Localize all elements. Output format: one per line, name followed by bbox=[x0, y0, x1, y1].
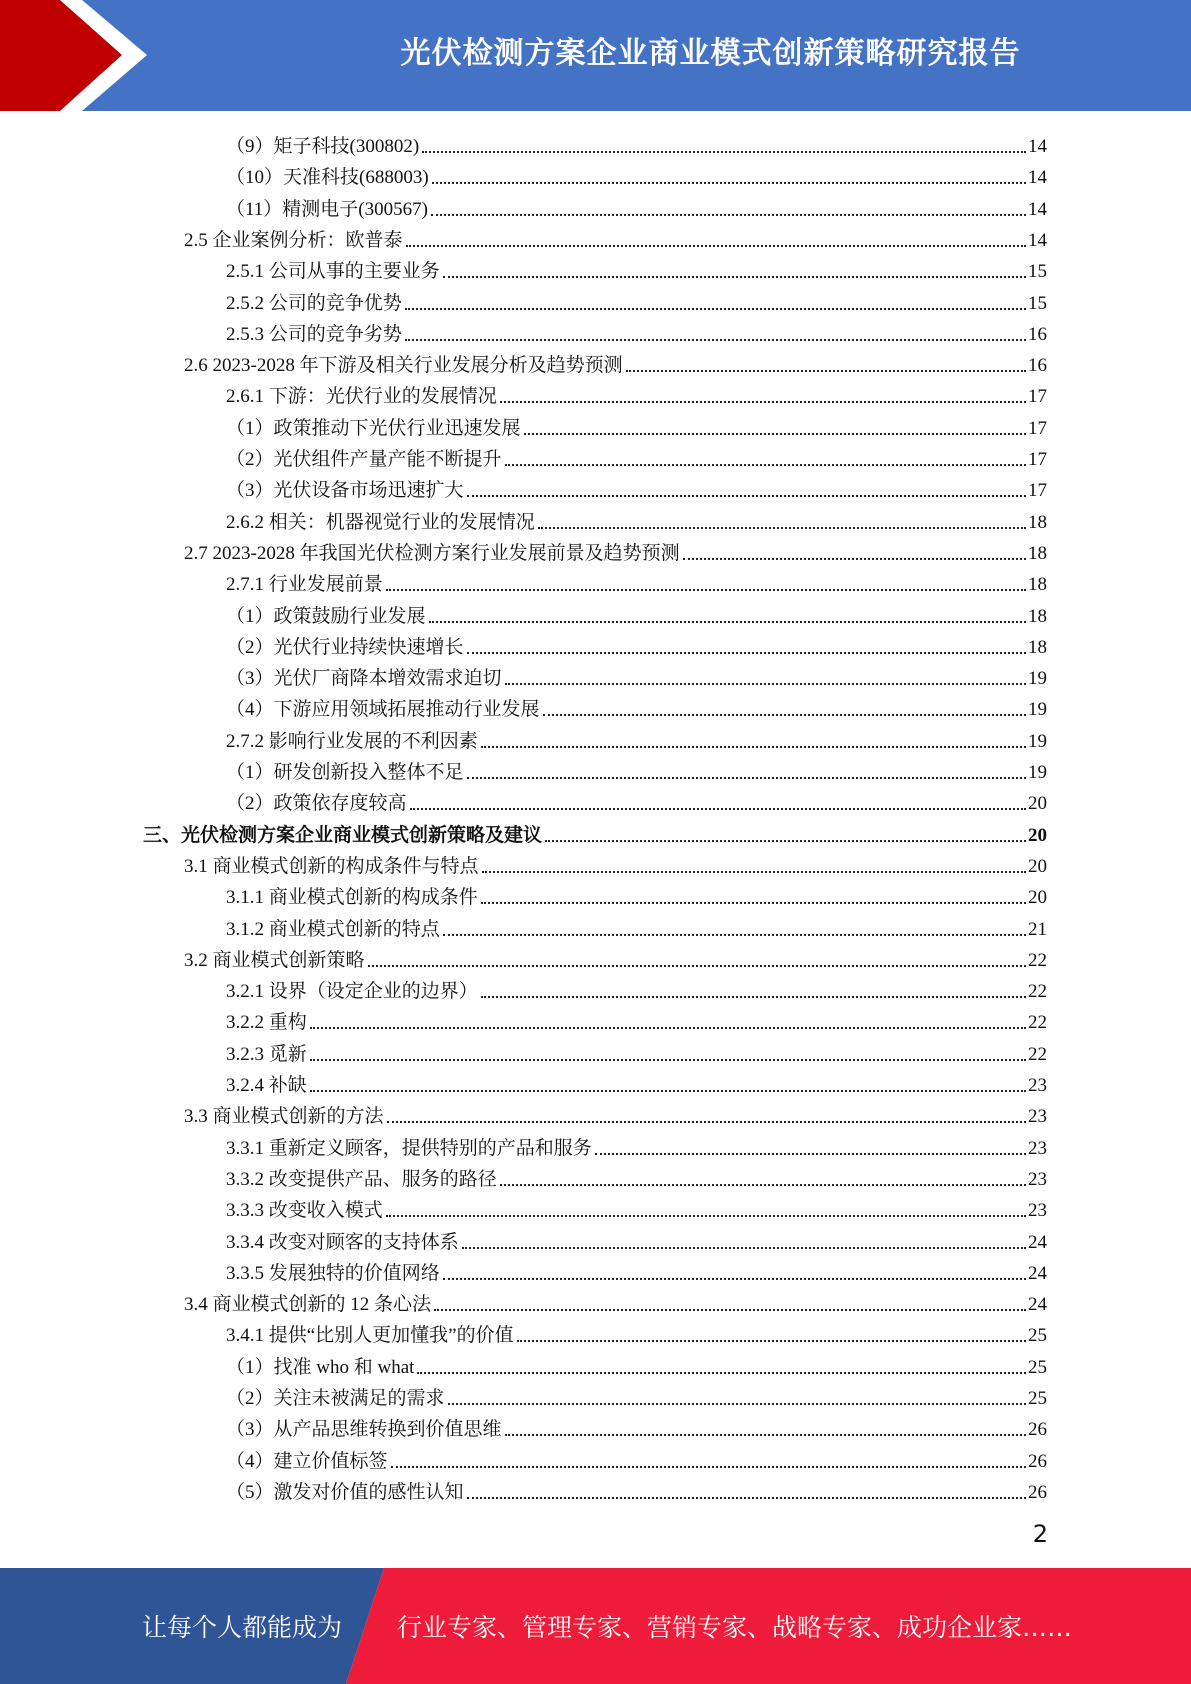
toc-dot-leader bbox=[500, 1184, 1026, 1186]
toc-dot-leader bbox=[545, 840, 1026, 842]
toc-dot-leader bbox=[595, 1153, 1026, 1155]
toc-entry-page: 23 bbox=[1028, 1200, 1047, 1222]
toc-dot-leader bbox=[505, 464, 1026, 466]
toc-entry[interactable] bbox=[226, 440, 1047, 471]
toc-entry-title: （1）找准 who 和 what bbox=[226, 1356, 415, 1378]
toc-entry[interactable] bbox=[226, 409, 1047, 440]
toc-dot-leader bbox=[543, 714, 1026, 716]
toc-entry-page: 18 bbox=[1028, 511, 1047, 533]
toc-dot-leader bbox=[310, 1027, 1026, 1029]
toc-entry-page: 16 bbox=[1028, 323, 1047, 345]
toc-entry[interactable] bbox=[226, 252, 1047, 283]
toc-entry[interactable] bbox=[226, 565, 1047, 596]
toc-entry-page: 17 bbox=[1028, 386, 1047, 408]
toc-entry[interactable] bbox=[184, 221, 1047, 252]
toc-dot-leader bbox=[410, 808, 1026, 810]
toc-entry-title: 2.6.2 相关：机器视觉行业的发展情况 bbox=[226, 511, 535, 533]
toc-entry-title: （4）下游应用领域拓展推动行业发展 bbox=[226, 699, 540, 721]
toc-entry-title: 3.2.4 补缺 bbox=[226, 1075, 307, 1096]
toc-entry-page: 26 bbox=[1028, 1450, 1047, 1472]
toc-entry-page: 23 bbox=[1028, 1106, 1047, 1128]
toc-entry-page: 15 bbox=[1028, 292, 1047, 314]
footer-slogan-left: 让每个人都能成为 bbox=[142, 1613, 343, 1642]
toc-entry-title: 三、光伏检测方案企业商业模式创新策略及建议 bbox=[143, 824, 543, 846]
toc-dot-leader bbox=[432, 182, 1026, 184]
toc-entry-title: 2.7.2 影响行业发展的不利因素 bbox=[226, 730, 478, 752]
toc-entry[interactable] bbox=[184, 346, 1047, 377]
toc-entry-page: 25 bbox=[1028, 1325, 1047, 1347]
toc-entry-page: 24 bbox=[1028, 1294, 1047, 1316]
toc-entry[interactable] bbox=[226, 753, 1047, 784]
toc-entry-page: 23 bbox=[1028, 1168, 1047, 1190]
toc-dot-leader bbox=[505, 683, 1026, 685]
toc-entry-page: 23 bbox=[1028, 1075, 1047, 1096]
toc-entry-page: 21 bbox=[1028, 918, 1047, 940]
toc-entry-title: （2）光伏行业持续快速增长 bbox=[226, 636, 464, 658]
toc-entry[interactable] bbox=[226, 597, 1047, 628]
toc-dot-leader bbox=[467, 777, 1026, 779]
toc-entry[interactable] bbox=[226, 158, 1047, 189]
toc-entry-title: 3.2 商业模式创新策略 bbox=[184, 949, 365, 971]
toc-entry[interactable] bbox=[226, 1066, 1047, 1097]
toc-dot-leader bbox=[391, 1466, 1026, 1468]
toc-dot-leader bbox=[448, 1403, 1026, 1405]
toc-entry-page: 24 bbox=[1028, 1231, 1047, 1253]
toc-dot-leader bbox=[386, 589, 1026, 591]
page-header bbox=[0, 0, 1191, 111]
toc-entry-title: （4）建立价值标签 bbox=[226, 1450, 388, 1472]
toc-entry-title: （10）天准科技(688003) bbox=[226, 167, 429, 189]
toc-entry-page: 17 bbox=[1028, 449, 1047, 470]
toc-dot-leader bbox=[310, 1090, 1026, 1092]
toc-entry-title: 3.4.1 提供“比别人更加懂我”的价值 bbox=[226, 1325, 514, 1347]
toc-dot-leader bbox=[481, 996, 1026, 998]
toc-entry[interactable] bbox=[226, 315, 1047, 346]
toc-entry-title: （3）光伏设备市场迅速扩大 bbox=[226, 480, 464, 502]
toc-entry[interactable] bbox=[184, 1097, 1047, 1128]
toc-entry-page: 18 bbox=[1028, 574, 1047, 596]
toc-dot-leader bbox=[481, 902, 1026, 904]
toc-entry[interactable] bbox=[226, 722, 1047, 753]
toc-dot-leader bbox=[429, 621, 1026, 623]
toc-dot-leader bbox=[406, 245, 1026, 247]
toc-entry-title: 2.5.3 公司的竞争劣势 bbox=[226, 323, 402, 345]
toc-entry[interactable] bbox=[226, 1191, 1047, 1222]
toc-dot-leader bbox=[500, 401, 1026, 403]
toc-entry-page: 18 bbox=[1028, 636, 1047, 658]
toc-dot-leader bbox=[505, 1434, 1026, 1436]
toc-dot-leader bbox=[422, 151, 1026, 153]
toc-entry-page: 14 bbox=[1028, 198, 1047, 220]
toc-entry-page: 22 bbox=[1028, 949, 1047, 971]
toc-entry[interactable] bbox=[226, 1254, 1047, 1285]
toc-entry[interactable] bbox=[226, 284, 1047, 315]
toc-entry-page: 25 bbox=[1028, 1388, 1047, 1409]
toc-entry[interactable] bbox=[226, 1316, 1047, 1347]
toc-entry-title: 3.3 商业模式创新的方法 bbox=[184, 1106, 384, 1128]
toc-entry-page: 20 bbox=[1028, 793, 1047, 815]
page-number: 2 bbox=[1032, 1520, 1048, 1548]
toc-dot-leader bbox=[443, 276, 1026, 278]
toc-entry-page: 22 bbox=[1028, 1012, 1047, 1034]
toc-dot-leader bbox=[462, 1247, 1026, 1249]
report-title: 光伏检测方案企业商业模式创新策略研究报告 bbox=[400, 36, 1021, 71]
toc-entry-page: 14 bbox=[1028, 229, 1047, 251]
toc-entry-page: 19 bbox=[1028, 762, 1047, 783]
toc-entry[interactable] bbox=[226, 471, 1047, 502]
toc-dot-leader bbox=[467, 1497, 1026, 1499]
toc-entry-page: 14 bbox=[1028, 167, 1047, 189]
toc-entry-title: 3.3.5 发展独特的价值网络 bbox=[226, 1262, 440, 1284]
toc-entry-page: 20 bbox=[1028, 887, 1047, 909]
toc-entry-title: 3.2.1 设界（设定企业的边界） bbox=[226, 981, 478, 1003]
toc-entry-page: 16 bbox=[1028, 355, 1047, 377]
toc-entry-title: （2）光伏组件产量产能不断提升 bbox=[226, 449, 502, 470]
toc-entry-page: 20 bbox=[1028, 855, 1047, 877]
toc-dot-leader bbox=[443, 1278, 1026, 1280]
toc-dot-leader bbox=[524, 433, 1026, 435]
toc-entry-title: 2.7 2023-2028 年我国光伏检测方案行业发展前景及趋势预测 bbox=[184, 542, 680, 564]
toc-entry-title: （2）政策依存度较高 bbox=[226, 793, 407, 815]
toc-dot-leader bbox=[310, 1059, 1026, 1061]
toc-entry[interactable] bbox=[226, 1379, 1047, 1410]
toc-entry-title: （5）激发对价值的感性认知 bbox=[226, 1481, 464, 1503]
toc-entry-page: 22 bbox=[1028, 1043, 1047, 1065]
toc-entry-title: （9）矩子科技(300802) bbox=[226, 136, 420, 157]
toc-entry[interactable] bbox=[226, 1473, 1047, 1504]
toc-entry-title: （3）光伏厂商降本增效需求迫切 bbox=[226, 668, 502, 690]
toc-entry[interactable] bbox=[226, 1410, 1047, 1441]
header-arrow-decoration bbox=[0, 0, 160, 111]
toc-entry-title: 2.5.1 公司从事的主要业务 bbox=[226, 261, 440, 283]
toc-entry-page: 23 bbox=[1028, 1137, 1047, 1159]
toc-entry-title: 3.2.2 重构 bbox=[226, 1012, 307, 1034]
toc-entry-title: （11）精测电子(300567) bbox=[226, 198, 428, 220]
toc-entry-title: 3.3.2 改变提供产品、服务的路径 bbox=[226, 1168, 497, 1190]
toc-entry[interactable] bbox=[226, 1035, 1047, 1066]
toc-entry-page: 22 bbox=[1028, 981, 1047, 1003]
toc-dot-leader bbox=[386, 1215, 1026, 1217]
toc-dot-leader bbox=[626, 370, 1026, 372]
toc-entry[interactable] bbox=[226, 878, 1047, 909]
toc-entry[interactable] bbox=[184, 847, 1047, 878]
toc-entry-title: 2.5.2 公司的竞争优势 bbox=[226, 292, 402, 314]
toc-dot-leader bbox=[481, 746, 1026, 748]
toc-entry-page: 24 bbox=[1028, 1262, 1047, 1284]
toc-entry[interactable] bbox=[226, 1003, 1047, 1034]
toc-dot-leader bbox=[443, 934, 1026, 936]
toc-entry[interactable] bbox=[226, 1442, 1047, 1473]
toc-entry[interactable] bbox=[226, 1223, 1047, 1254]
toc-dot-leader bbox=[431, 214, 1026, 216]
toc-dot-leader bbox=[517, 1340, 1026, 1342]
toc-dot-leader bbox=[538, 527, 1026, 529]
toc-entry-title: （1）政策鼓励行业发展 bbox=[226, 605, 426, 627]
toc-entry[interactable] bbox=[226, 1129, 1047, 1160]
toc-entry[interactable] bbox=[226, 377, 1047, 408]
toc-dot-leader bbox=[482, 871, 1026, 873]
toc-entry-page: 15 bbox=[1028, 261, 1047, 283]
toc-entry-page: 17 bbox=[1028, 480, 1047, 502]
toc-entry-title: 3.1.2 商业模式创新的特点 bbox=[226, 918, 440, 940]
toc-dot-leader bbox=[467, 495, 1026, 497]
toc-entry[interactable] bbox=[226, 127, 1047, 158]
toc-dot-leader bbox=[405, 308, 1026, 310]
toc-entry-title: （2）关注未被满足的需求 bbox=[226, 1388, 445, 1409]
toc-entry-page: 14 bbox=[1028, 136, 1047, 157]
toc-entry[interactable] bbox=[226, 190, 1047, 221]
toc-entry-page: 19 bbox=[1028, 668, 1047, 690]
toc-dot-leader bbox=[405, 339, 1026, 341]
toc-entry-title: （1）政策推动下光伏行业迅速发展 bbox=[226, 417, 521, 439]
toc-entry-title: 2.6 2023-2028 年下游及相关行业发展分析及趋势预测 bbox=[184, 355, 623, 377]
toc-dot-leader bbox=[683, 558, 1026, 560]
toc-entry[interactable] bbox=[226, 972, 1047, 1003]
toc-entry-page: 19 bbox=[1028, 699, 1047, 721]
toc-entry[interactable] bbox=[226, 1160, 1047, 1191]
toc-dot-leader bbox=[387, 1121, 1026, 1123]
toc-entry-title: （3）从产品思维转换到价值思维 bbox=[226, 1419, 502, 1441]
toc-entry-page: 17 bbox=[1028, 417, 1047, 439]
toc-dot-leader bbox=[417, 1372, 1026, 1374]
toc-entry[interactable] bbox=[143, 816, 1047, 847]
toc-entry-title: （1）研发创新投入整体不足 bbox=[226, 762, 464, 783]
toc-dot-leader bbox=[434, 1309, 1026, 1311]
toc-entry-page: 18 bbox=[1028, 605, 1047, 627]
toc-entry-page: 25 bbox=[1028, 1356, 1047, 1378]
toc-entry[interactable] bbox=[226, 910, 1047, 941]
toc-entry-title: 3.1 商业模式创新的构成条件与特点 bbox=[184, 855, 479, 877]
toc-entry-title: 3.4 商业模式创新的 12 条心法 bbox=[184, 1294, 432, 1316]
toc-entry[interactable] bbox=[226, 690, 1047, 721]
footer-slogan-right: 行业专家、管理专家、营销专家、战略专家、成功企业家…… bbox=[397, 1613, 1073, 1642]
toc-dot-leader bbox=[368, 965, 1026, 967]
toc-entry-title: 3.3.1 重新定义顾客，提供特别的产品和服务 bbox=[226, 1137, 592, 1159]
toc-entry-page: 26 bbox=[1028, 1419, 1047, 1441]
toc-entry-title: 2.5 企业案例分析：欧普泰 bbox=[184, 229, 403, 251]
toc-entry[interactable] bbox=[226, 628, 1047, 659]
toc-entry-title: 3.3.3 改变收入模式 bbox=[226, 1200, 383, 1222]
toc-entry[interactable] bbox=[226, 503, 1047, 534]
toc-entry-title: 2.6.1 下游：光伏行业的发展情况 bbox=[226, 386, 497, 408]
toc-entry[interactable] bbox=[226, 659, 1047, 690]
toc-entry-page: 26 bbox=[1028, 1481, 1047, 1503]
toc-entry-page: 18 bbox=[1028, 542, 1047, 564]
toc-entry-title: 3.2.3 觅新 bbox=[226, 1043, 307, 1065]
toc-entry[interactable] bbox=[184, 534, 1047, 565]
toc-entry[interactable] bbox=[184, 1285, 1047, 1316]
toc-entry-title: 3.3.4 改变对顾客的支持体系 bbox=[226, 1231, 459, 1253]
toc-entry-title: 2.7.1 行业发展前景 bbox=[226, 574, 383, 596]
toc-dot-leader bbox=[467, 652, 1026, 654]
toc-entry-page: 19 bbox=[1028, 730, 1047, 752]
toc-entry[interactable] bbox=[184, 941, 1047, 972]
toc-entry[interactable] bbox=[226, 1348, 1047, 1379]
page-footer bbox=[0, 1568, 1191, 1684]
toc-entry-page: 20 bbox=[1028, 824, 1047, 846]
toc-entry-title: 3.1.1 商业模式创新的构成条件 bbox=[226, 887, 478, 909]
toc-entry[interactable] bbox=[226, 784, 1047, 815]
